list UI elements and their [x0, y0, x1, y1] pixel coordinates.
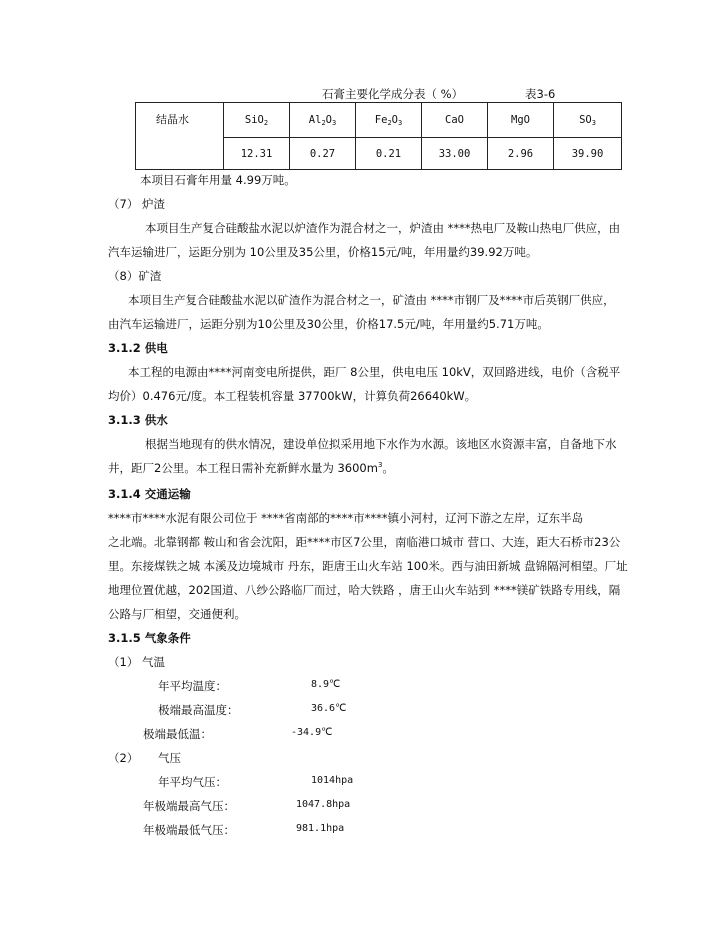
section-3-1-2-heading: 3.1.2 供电	[108, 341, 168, 355]
section-3-1-5-heading: 3.1.5 气象条件	[108, 631, 191, 645]
table-cell: 39.90	[554, 138, 622, 170]
pressure-label: 年极端最低气压：	[143, 823, 235, 837]
header-mgo: MgO	[488, 103, 554, 138]
pressure-label: 年极端最高气压：	[143, 799, 235, 813]
table-cell: 0.27	[290, 138, 356, 170]
table-caption: 石膏主要化学成分表（ %）	[322, 87, 464, 101]
section-3-1-2-paragraph-line: 本工程的电源由****河南变电所提供，距厂 8公里，供电电压 10kV，双回路进线，电价（含税平	[128, 365, 621, 379]
table-number: 表3-6	[525, 87, 556, 101]
pressure-value: 1014hpa	[311, 775, 354, 786]
section-7-paragraph-line: 汽车运输进厂，运距分别为 10公里及35公里，价格15元/吨，年用量约39.92万吨。	[108, 245, 538, 259]
temp-label: 极端最高温度：	[158, 703, 239, 717]
section-8-paragraph-line: 本项目生产复合硅酸盐水泥以矿渣作为混合材之一，矿渣由 ****市钢厂及****市后英钢厂供应，	[128, 293, 615, 307]
table-cell: 33.00	[422, 138, 488, 170]
temp-value: 8.9℃	[311, 679, 341, 690]
section-8-heading: （8）矿渣	[108, 269, 162, 283]
section-3-1-4-paragraph-line: 公路与厂相望，交通便利。	[108, 607, 246, 621]
header-crystal-water: 结晶水	[136, 103, 224, 170]
section-7-heading: （7） 炉渣	[108, 197, 165, 211]
header-so3: $SO_3$	[554, 103, 622, 138]
gypsum-composition-table	[135, 102, 622, 170]
section-3-1-2-paragraph-line: 均价）0.476元/度。本工程装机容量 37700kW，计算负荷26640kW。	[108, 389, 477, 403]
temp-label: 年平均温度：	[158, 679, 227, 693]
section-3-1-4-paragraph-line: 里。东接煤铁之城 本溪及边境城市 丹东，距唐王山火车站 100米。西与油田新城 盘锦隔河相望。厂址	[108, 559, 628, 573]
pressure-heading-number: （2）	[108, 751, 139, 765]
section-3-1-4-paragraph-line: 之北端。北靠钢都 鞍山和省会沈阳，距****市区7公里，南临港口城市 营口、大连，距大石桥市23公	[108, 535, 621, 549]
table-header-row	[136, 103, 622, 138]
table-cell: 0.21	[356, 138, 422, 170]
pressure-heading: 气压	[158, 751, 181, 765]
pressure-label: 年平均气压：	[158, 775, 227, 789]
gypsum-usage-text: 本项目石膏年用量 4.99万吨。	[140, 173, 296, 187]
temperature-heading: （1） 气温	[108, 655, 165, 669]
temp-value: -34.9℃	[291, 727, 333, 738]
section-3-1-3-heading: 3.1.3 供水	[108, 413, 168, 427]
section-7-paragraph-line: 本项目生产复合硅酸盐水泥以炉渣作为混合材之一，炉渣由 ****热电厂及鞍山热电厂供应，由	[145, 221, 621, 235]
table-cell: 12.31	[224, 138, 290, 170]
pressure-value: 1047.8hpa	[296, 799, 351, 810]
header-cao: CaO	[422, 103, 488, 138]
table-cell: 2.96	[488, 138, 554, 170]
section-3-1-4-paragraph-line: ****市****水泥有限公司位于 ****省南部的****市****镇小河村，辽河下游之左岸，辽东半岛	[108, 511, 584, 525]
header-al2o3: $Al_2O_3$	[290, 103, 356, 138]
section-3-1-4-paragraph-line: 地理位置优越，202国道、八纱公路临厂而过，哈大铁路 ，唐王山火车站到 ****镁矿铁路专用线，隔	[108, 583, 621, 597]
section-3-1-3-paragraph-line: 根据当地现有的供水情况，建设单位拟采用地下水作为水源。该地区水资源丰富，自备地下水	[145, 437, 617, 451]
section-3-1-3-paragraph-line: 井，距厂2公里。本工程日需补充新鲜水量为 $3600m^3$。	[108, 461, 394, 475]
temp-value: 36.6℃	[311, 703, 347, 714]
pressure-value: 981.1hpa	[296, 823, 345, 834]
temp-label: 极端最低温：	[143, 727, 212, 741]
header-fe2o3: $Fe_2O_3$	[356, 103, 422, 138]
section-3-1-4-heading: 3.1.4 交通运输	[108, 487, 191, 501]
header-sio2: SiO$_2$	[224, 103, 290, 138]
section-8-paragraph-line: 由汽车运输进厂，运距分别为10公里及30公里，价格17.5元/吨，年用量约5.71万吨。	[108, 317, 549, 331]
